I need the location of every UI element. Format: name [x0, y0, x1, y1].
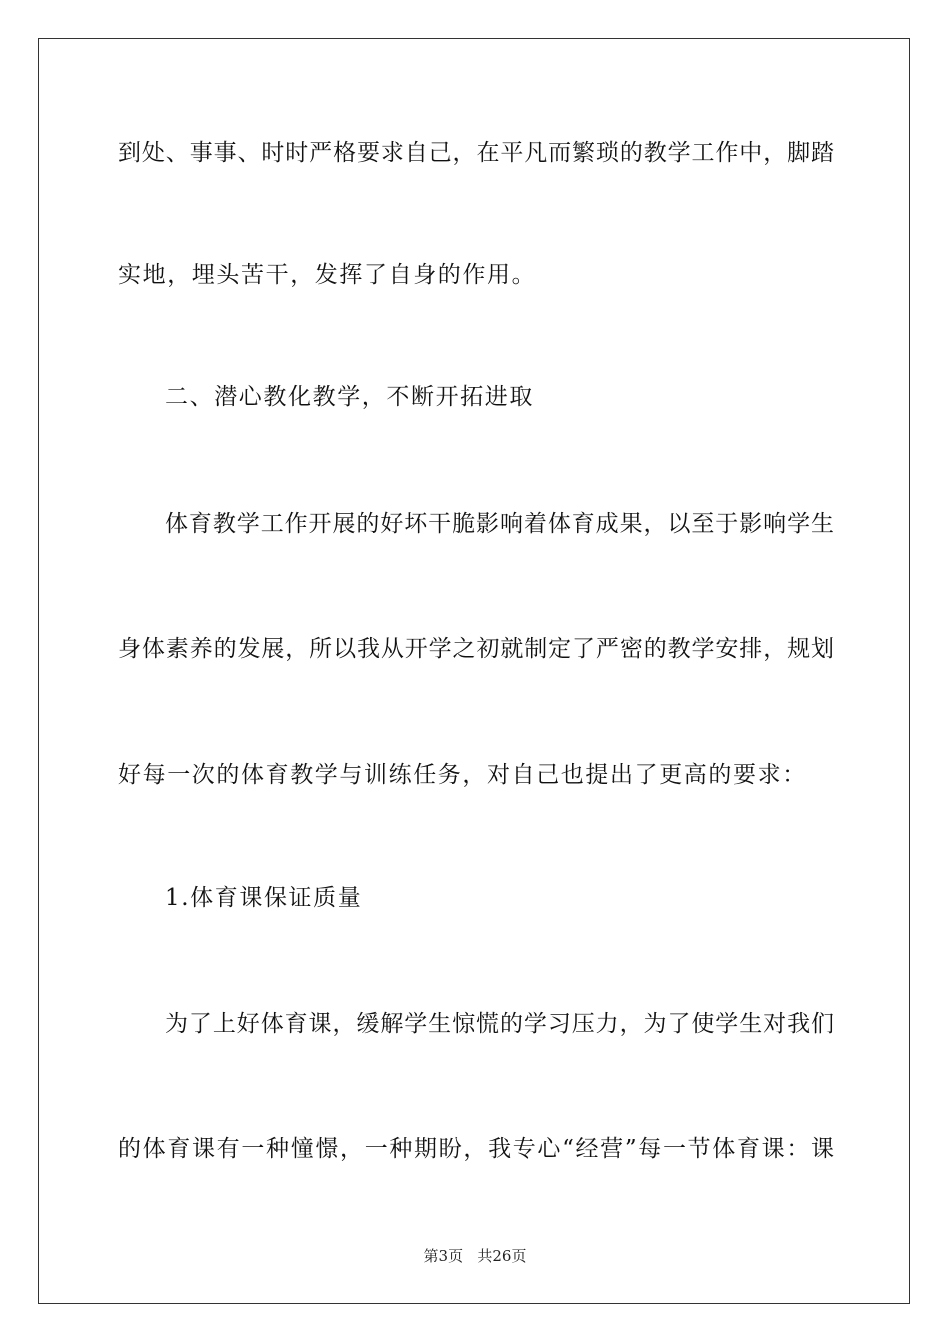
page-border [38, 38, 910, 1304]
body-line-8: 为了上好体育课，缓解学生惊慌的学习压力，为了使学生对我们 [165, 1011, 834, 1037]
subsection-heading: 1.体育课保证质量 [165, 885, 363, 911]
page-number-footer: 第3页 共26页 [423, 1247, 527, 1265]
body-line-6: 好每一次的体育教学与训练任务，对自己也提出了更高的要求： [118, 762, 807, 788]
body-line-4: 体育教学工作开展的好坏干脆影响着体育成果，以至于影响学生 [165, 511, 834, 537]
body-line-2: 实地，埋头苦干，发挥了自身的作用。 [118, 262, 537, 288]
section-heading: 二、潜心教化教学，不断开拓进取 [165, 384, 534, 410]
body-line-5: 身体素养的发展，所以我从开学之初就制定了严密的教学安排，规划 [118, 636, 834, 662]
body-line-1: 到处、事事、时时严格要求自己，在平凡而繁琐的教学工作中，脚踏 [118, 140, 834, 166]
body-line-9: 的体育课有一种憧憬，一种期盼，我专心“经营”每一节体育课：课 [118, 1136, 834, 1162]
